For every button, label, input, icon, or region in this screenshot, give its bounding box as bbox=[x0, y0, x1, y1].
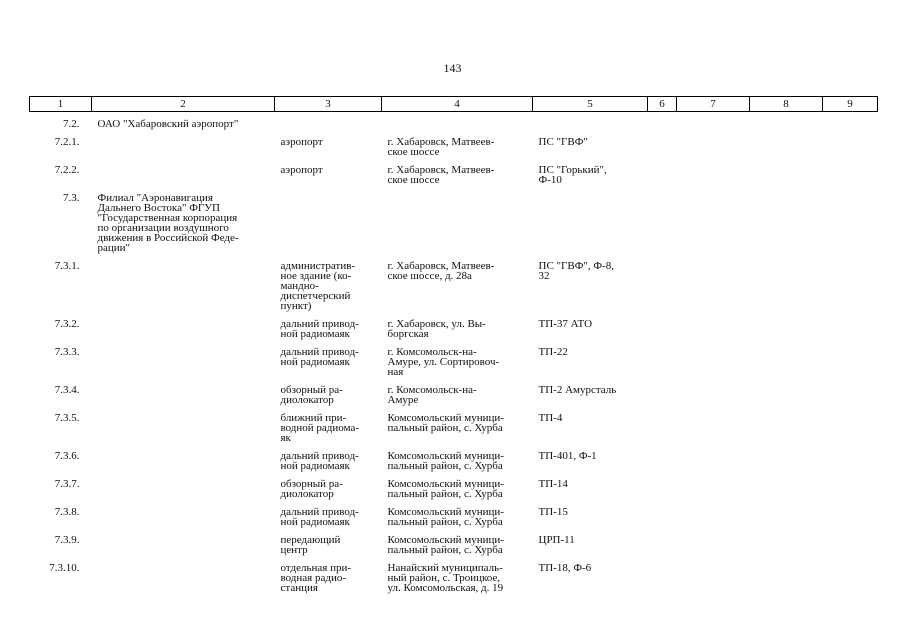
power-source: ТП-18, Ф-6 bbox=[538, 562, 592, 574]
empty-cell bbox=[823, 531, 878, 559]
object-type: дальний привод- ной радиомаяк bbox=[280, 346, 359, 368]
object-address: г. Хабаровск, Матвеев- ское шоссе, д. 28а bbox=[387, 260, 495, 282]
empty-cell bbox=[677, 315, 750, 343]
table-row bbox=[30, 447, 878, 475]
row-number: 7.3.1. bbox=[54, 260, 80, 272]
object-type: отдельная при- водная радио- станция bbox=[280, 562, 352, 594]
object-address: Нанайский муниципаль- ный район, с. Троицкое, ул. Комсомольская, д. 19 bbox=[387, 562, 504, 594]
empty-cell bbox=[750, 112, 823, 134]
object-address: г. Комсомольск-на- Амуре bbox=[387, 384, 477, 406]
header-row bbox=[30, 97, 878, 112]
column-header: 8 bbox=[750, 97, 823, 112]
column-header: 9 bbox=[823, 97, 878, 112]
empty-cell bbox=[648, 315, 677, 343]
power-source bbox=[533, 189, 648, 257]
power-source: ТП-22 bbox=[538, 346, 568, 358]
row-number: 7.3.7. bbox=[54, 478, 80, 490]
power-source: ЦРП-11 bbox=[538, 534, 575, 546]
object-type: обзорный ра- диолокатор bbox=[280, 384, 343, 406]
object-type: обзорный ра- диолокатор bbox=[280, 478, 343, 500]
organization-name bbox=[92, 503, 275, 531]
row-number: 7.2.1. bbox=[54, 136, 80, 148]
empty-cell bbox=[823, 381, 878, 409]
object-address bbox=[382, 189, 533, 257]
row-number: 7.3.5. bbox=[54, 412, 80, 424]
object-address: Комсомольский муници- пальный район, с. Хурба bbox=[387, 534, 504, 556]
object-type: административ- ное здание (ко- мандно- диспетчерский пункт) bbox=[280, 260, 356, 312]
table-body bbox=[30, 112, 878, 598]
object-address: г. Комсомольск-на- Амуре, ул. Сортировоч- ная bbox=[387, 346, 500, 378]
empty-cell bbox=[750, 559, 823, 597]
object-type bbox=[275, 189, 382, 257]
empty-cell bbox=[823, 315, 878, 343]
table-row bbox=[30, 475, 878, 503]
power-source: ПС "Горький", Ф-10 bbox=[538, 164, 607, 186]
power-source: ТП-14 bbox=[538, 478, 568, 490]
empty-cell bbox=[823, 503, 878, 531]
empty-cell bbox=[677, 257, 750, 315]
object-address: Комсомольский муници- пальный район, с. Хурба bbox=[387, 412, 504, 434]
object-address: г. Хабаровск, Матвеев- ское шоссе bbox=[387, 136, 495, 158]
object-type: дальний привод- ной радиомаяк bbox=[280, 318, 359, 340]
empty-cell bbox=[648, 112, 677, 134]
empty-cell bbox=[648, 257, 677, 315]
empty-cell bbox=[677, 409, 750, 447]
empty-cell bbox=[823, 189, 878, 257]
empty-cell bbox=[677, 189, 750, 257]
object-address: Комсомольский муници- пальный район, с. Хурба bbox=[387, 450, 504, 472]
power-source: ТП-37 АТО bbox=[538, 318, 593, 330]
object-type: аэропорт bbox=[280, 136, 323, 148]
empty-cell bbox=[750, 257, 823, 315]
organization-name bbox=[92, 381, 275, 409]
column-header: 6 bbox=[648, 97, 677, 112]
empty-cell bbox=[677, 475, 750, 503]
object-type: ближний при- водной радиома- як bbox=[280, 412, 360, 444]
empty-cell bbox=[750, 133, 823, 161]
object-type: дальний привод- ной радиомаяк bbox=[280, 450, 359, 472]
power-source: ТП-401, Ф-1 bbox=[538, 450, 597, 462]
table-row bbox=[30, 409, 878, 447]
empty-cell bbox=[648, 409, 677, 447]
row-number: 7.3.8. bbox=[54, 506, 80, 518]
empty-cell bbox=[648, 343, 677, 381]
empty-cell bbox=[677, 447, 750, 475]
organization-name bbox=[92, 531, 275, 559]
empty-cell bbox=[648, 447, 677, 475]
empty-cell bbox=[648, 503, 677, 531]
object-address: г. Хабаровск, Матвеев- ское шоссе bbox=[387, 164, 495, 186]
empty-cell bbox=[750, 475, 823, 503]
organization-name: Филиал "Аэронавигация Дальнего Востока" ФГУП "Государственная корпорация по организации воздушного движения в Российской Феде- рации" bbox=[97, 192, 239, 254]
empty-cell bbox=[823, 112, 878, 134]
column-header: 2 bbox=[92, 97, 275, 112]
power-source: ТП-15 bbox=[538, 506, 568, 518]
empty-cell bbox=[677, 531, 750, 559]
empty-cell bbox=[677, 503, 750, 531]
row-number: 7.3.3. bbox=[54, 346, 80, 358]
empty-cell bbox=[648, 189, 677, 257]
empty-cell bbox=[750, 189, 823, 257]
empty-cell bbox=[648, 161, 677, 189]
empty-cell bbox=[677, 133, 750, 161]
row-number: 7.2. bbox=[63, 118, 80, 130]
empty-cell bbox=[823, 133, 878, 161]
table-row bbox=[30, 112, 878, 134]
organization-name bbox=[92, 343, 275, 381]
object-address bbox=[382, 112, 533, 134]
organization-name bbox=[92, 133, 275, 161]
column-header: 1 bbox=[30, 97, 92, 112]
power-source: ТП-2 Амурсталь bbox=[538, 384, 617, 396]
empty-cell bbox=[750, 531, 823, 559]
organization-name bbox=[92, 447, 275, 475]
empty-cell bbox=[823, 447, 878, 475]
empty-cell bbox=[677, 112, 750, 134]
table-row bbox=[30, 161, 878, 189]
empty-cell bbox=[750, 447, 823, 475]
organization-name bbox=[92, 559, 275, 597]
column-header: 5 bbox=[533, 97, 648, 112]
empty-cell bbox=[648, 381, 677, 409]
row-number: 7.3.10. bbox=[49, 562, 80, 574]
page-number: 143 bbox=[443, 61, 462, 75]
table-row bbox=[30, 559, 878, 597]
empty-cell bbox=[677, 161, 750, 189]
organization-name bbox=[92, 257, 275, 315]
empty-cell bbox=[823, 409, 878, 447]
row-number: 7.2.2. bbox=[54, 164, 80, 176]
empty-cell bbox=[823, 257, 878, 315]
power-source: ПС "ГВФ", Ф-8, 32 bbox=[538, 260, 615, 282]
table-row bbox=[30, 503, 878, 531]
object-type: дальний привод- ной радиомаяк bbox=[280, 506, 359, 528]
row-number: 7.3.4. bbox=[54, 384, 80, 396]
empty-cell bbox=[750, 409, 823, 447]
power-source bbox=[533, 112, 648, 134]
empty-cell bbox=[750, 381, 823, 409]
power-source: ПС "ГВФ" bbox=[538, 136, 588, 148]
column-header: 3 bbox=[275, 97, 382, 112]
empty-cell bbox=[648, 531, 677, 559]
table-row bbox=[30, 133, 878, 161]
object-address: г. Хабаровск, ул. Вы- боргская bbox=[387, 318, 486, 340]
empty-cell bbox=[823, 343, 878, 381]
empty-cell bbox=[677, 559, 750, 597]
table-row bbox=[30, 189, 878, 257]
empty-cell bbox=[648, 559, 677, 597]
object-address: Комсомольский муници- пальный район, с. Хурба bbox=[387, 478, 504, 500]
organization-name bbox=[92, 475, 275, 503]
object-address: Комсомольский муници- пальный район, с. Хурба bbox=[387, 506, 504, 528]
empty-cell bbox=[750, 315, 823, 343]
empty-cell bbox=[677, 343, 750, 381]
column-header: 4 bbox=[382, 97, 533, 112]
empty-cell bbox=[750, 161, 823, 189]
power-source: ТП-4 bbox=[538, 412, 563, 424]
row-number: 7.3.9. bbox=[54, 534, 80, 546]
empty-cell bbox=[750, 343, 823, 381]
empty-cell bbox=[823, 559, 878, 597]
organization-name bbox=[92, 315, 275, 343]
row-number: 7.3.6. bbox=[54, 450, 80, 462]
organization-name bbox=[92, 161, 275, 189]
table-row bbox=[30, 257, 878, 315]
empty-cell bbox=[750, 503, 823, 531]
table-row bbox=[30, 343, 878, 381]
object-type: передающий центр bbox=[280, 534, 341, 556]
table-row bbox=[30, 381, 878, 409]
organization-name: ОАО "Хабаровский аэропорт" bbox=[97, 118, 239, 130]
empty-cell bbox=[648, 133, 677, 161]
object-type bbox=[275, 112, 382, 134]
data-table bbox=[29, 96, 878, 597]
table-row bbox=[30, 531, 878, 559]
empty-cell bbox=[677, 381, 750, 409]
row-number: 7.3. bbox=[63, 192, 80, 204]
organization-name bbox=[92, 409, 275, 447]
empty-cell bbox=[823, 475, 878, 503]
table-row bbox=[30, 315, 878, 343]
empty-cell bbox=[823, 161, 878, 189]
object-type: аэропорт bbox=[280, 164, 323, 176]
row-number: 7.3.2. bbox=[54, 318, 80, 330]
empty-cell bbox=[648, 475, 677, 503]
column-header: 7 bbox=[677, 97, 750, 112]
